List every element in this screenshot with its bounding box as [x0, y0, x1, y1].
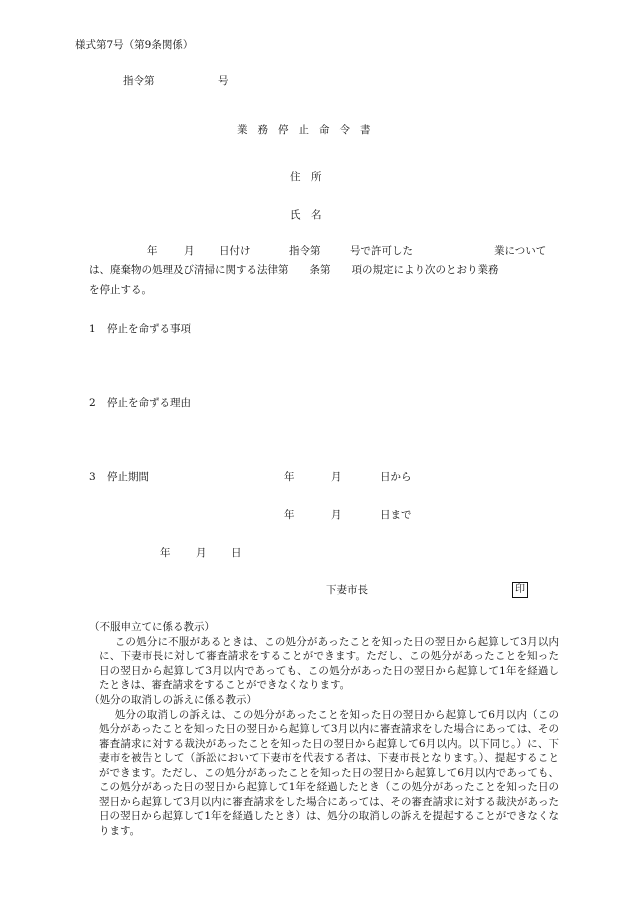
- order-number-prefix: 指令第: [123, 75, 155, 87]
- period-to-month: 月: [331, 509, 342, 521]
- document-title: 業務停止命令書: [237, 124, 381, 136]
- issue-month: 月: [196, 547, 207, 559]
- issue-day: 日: [231, 547, 242, 559]
- form-number: 様式第7号（第9条関係）: [75, 39, 194, 51]
- period-to-year: 年: [284, 509, 295, 521]
- issue-year: 年: [160, 547, 171, 559]
- item-2-label: 停止を命ずる理由: [107, 397, 191, 409]
- period-from-year: 年: [284, 471, 295, 483]
- notice-appeal: [89, 620, 559, 693]
- intro-line-3: を停止する。: [89, 284, 152, 296]
- notice-appeal-body: この処分に不服があるときは、この処分があったことを知った日の翌日から起算して3月以内に、下妻市長に対して審査請求をすることができます。ただし、この処分があったことを知った日の翌日から起算して3月以内であっても、この処分があった日の翌日から起算して1年を経過したときは、審査請求をすることができなくなります。: [99, 635, 559, 691]
- seal-stamp: 印: [512, 582, 528, 598]
- period-from-month: 月: [331, 471, 342, 483]
- period-from-day: 日から: [380, 471, 412, 483]
- intro-business: 業について: [494, 245, 547, 257]
- item-1-number: 1: [89, 323, 96, 335]
- notice-appeal-heading: （不服申立てに係る教示）: [89, 621, 215, 633]
- item-2-number: 2: [89, 397, 96, 409]
- intro-permit: 号で許可した: [350, 245, 413, 257]
- intro-year: 年: [147, 245, 158, 257]
- notice-lawsuit: [89, 693, 559, 838]
- intro-date: 日付け: [219, 245, 251, 257]
- intro-month: 月: [184, 245, 195, 257]
- item-3-number: 3: [89, 471, 96, 483]
- period-to-day: 日まで: [380, 509, 412, 521]
- address-label: 住 所: [290, 171, 322, 183]
- name-label: 氏 名: [290, 209, 322, 221]
- issuer-title: 下妻市長: [326, 584, 368, 596]
- notice-lawsuit-heading: （処分の取消しの訴えに係る教示）: [89, 694, 257, 706]
- item-3-label: 停止期間: [107, 471, 149, 483]
- notice-lawsuit-body: 処分の取消しの訴えは、この処分があったことを知った日の翌日から起算して6月以内（この処分があったことを知った日の翌日から起算して3月以内に審査請求をした場合にあっては、その審査請求に対する裁決があったことを知った日の翌日から起算して6月以内。以下同じ。）に、下妻市を被告として（訴訟において下妻市を代表する者は、下妻市長となります。）、提起することができます。ただし、この処分があったことを知った日の翌日から起算して6月以内であっても、この処分があった日の翌日から起算して1年を経過したとき（この処分があったことを知った日の翌日から起算して3月以内に審査請求をした場合にあっては、その審査請求に対する裁決があった日の翌日から起算して1年を経過したとき）は、処分の取消しの訴えを提起することができなくなります。: [99, 708, 559, 837]
- item-1-label: 停止を命ずる事項: [107, 323, 191, 335]
- intro-order: 指令第: [289, 245, 321, 257]
- intro-line-2: は、廃棄物の処理及び清掃に関する法律第 条第 項の規定により次のとおり業務: [89, 264, 499, 276]
- order-number-suffix: 号: [218, 75, 229, 87]
